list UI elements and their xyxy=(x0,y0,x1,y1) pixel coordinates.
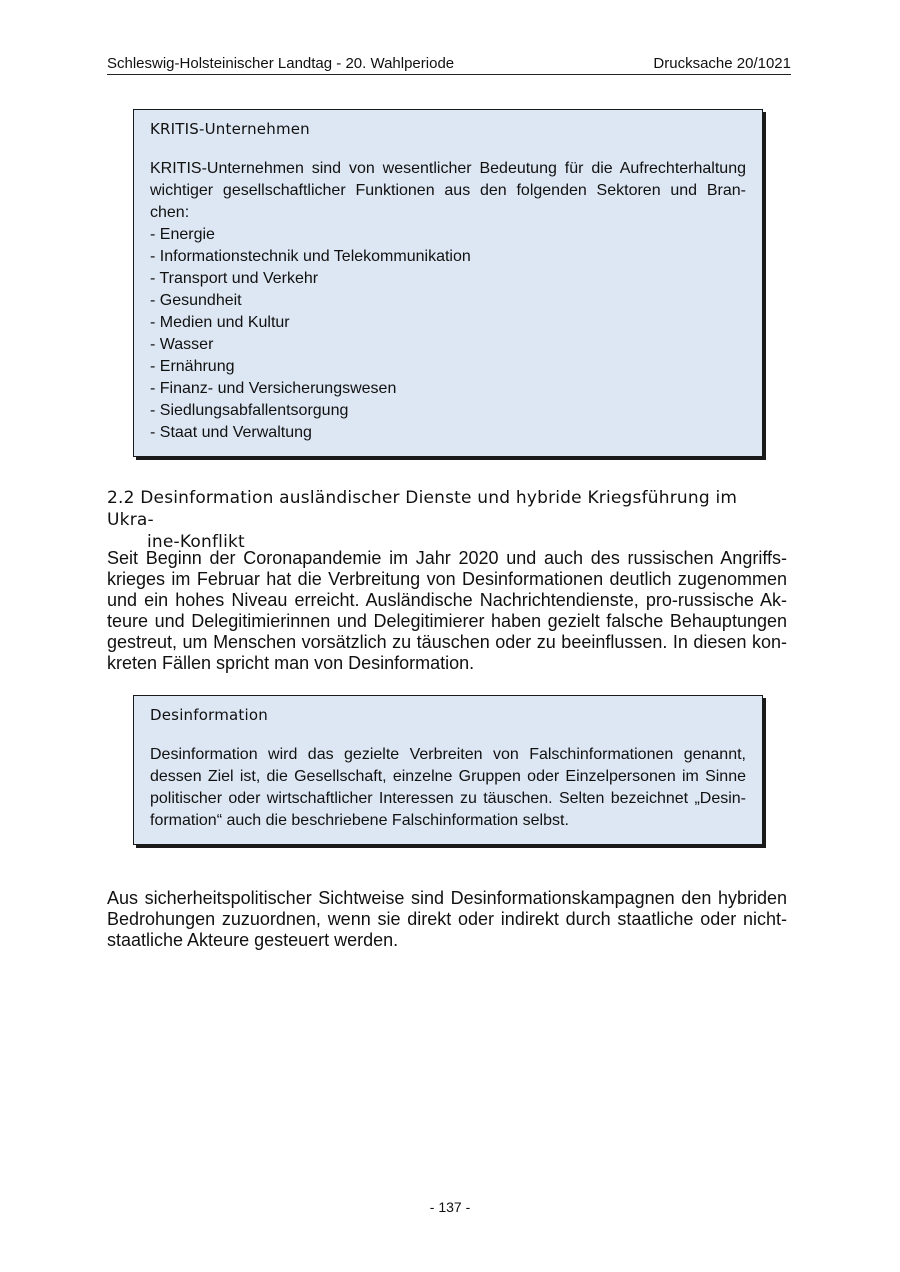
list-item: - Siedlungsabfallentsorgung xyxy=(150,402,349,419)
box-line: dessen Ziel ist, die Gesellschaft, einzelne Gruppen oder Einzelpersonen im Sinne xyxy=(150,768,746,785)
box-line: Desinformation wird das gezielte Verbreiten von Falschinformationen genannt, xyxy=(150,746,746,763)
header-left: Schleswig-Holsteinischer Landtag - 20. Wahlperiode xyxy=(107,55,455,72)
list-item: - Ernährung xyxy=(150,358,235,375)
list-item: - Medien und Kultur xyxy=(150,314,290,331)
kritis-intro-line: KRITIS-Unternehmen sind von wesentlicher Bedeutung für die Aufrechterhaltung xyxy=(150,160,746,177)
paragraph-intro xyxy=(107,548,787,674)
page-header xyxy=(107,54,791,75)
desinformation-box-title: Desinformation xyxy=(150,706,268,724)
list-item: - Energie xyxy=(150,226,215,243)
section-heading-line1: 2.2 Desinformation ausländischer Dienste und hybride Kriegsführung im Ukra- xyxy=(107,488,738,530)
list-item: - Finanz- und Versicherungswesen xyxy=(150,380,397,397)
kritis-info-box xyxy=(133,109,763,457)
paragraph-line: Seit Beginn der Coronapandemie im Jahr 2020 und auch des russischen Angriffs- xyxy=(107,548,787,568)
box-line: formation“ auch die beschriebene Falschinformation selbst. xyxy=(150,812,569,829)
paragraph-line: staatliche Akteure gesteuert werden. xyxy=(107,930,399,950)
kritis-intro-line: chen: xyxy=(150,204,190,221)
paragraph-line: Aus sicherheitspolitischer Sichtweise sind Desinformationskampagnen den hybriden xyxy=(107,888,787,908)
list-item: - Wasser xyxy=(150,336,214,353)
list-item: - Staat und Verwaltung xyxy=(150,424,312,441)
paragraph-line: teure und Delegitimierinnen und Delegitimierer haben gezielt falsche Behauptungen xyxy=(107,611,787,631)
kritis-sector-list xyxy=(150,224,746,444)
list-item: - Transport und Verkehr xyxy=(150,270,319,287)
paragraph-line: kreten Fällen spricht man von Desinformation. xyxy=(107,653,475,673)
paragraph-line: und ein hohes Niveau erreicht. Ausländische Nachrichtendienste, pro-russische Ak- xyxy=(107,590,787,610)
page-number: - 137 - xyxy=(429,1199,471,1215)
section-heading xyxy=(107,487,787,553)
kritis-intro-line: wichtiger gesellschaftlicher Funktionen aus den folgenden Sektoren und Bran- xyxy=(150,182,746,199)
kritis-box-title: KRITIS-Unternehmen xyxy=(150,120,310,138)
header-right: Drucksache 20/1021 xyxy=(653,55,791,72)
box-line: politischer oder wirtschaftlicher Interessen zu täuschen. Selten bezeichnet „Desin- xyxy=(150,790,746,807)
paragraph-line: Bedrohungen zuzuordnen, wenn sie direkt oder indirekt durch staatliche oder nicht- xyxy=(107,909,787,929)
paragraph-line: krieges im Februar hat die Verbreitung von Desinformationen deutlich zugenommen xyxy=(107,569,787,589)
section-heading-line2: ine-Konflikt xyxy=(147,532,245,552)
desinformation-box-text xyxy=(150,744,746,832)
paragraph-line: gestreut, um Menschen vorsätzlich zu täuschen oder zu beeinflussen. In diesen kon- xyxy=(107,632,787,652)
paragraph-conclusion xyxy=(107,888,787,951)
kritis-box-intro xyxy=(150,158,746,224)
desinformation-info-box xyxy=(133,695,763,845)
list-item: - Informationstechnik und Telekommunikation xyxy=(150,248,471,265)
list-item: - Gesundheit xyxy=(150,292,242,309)
